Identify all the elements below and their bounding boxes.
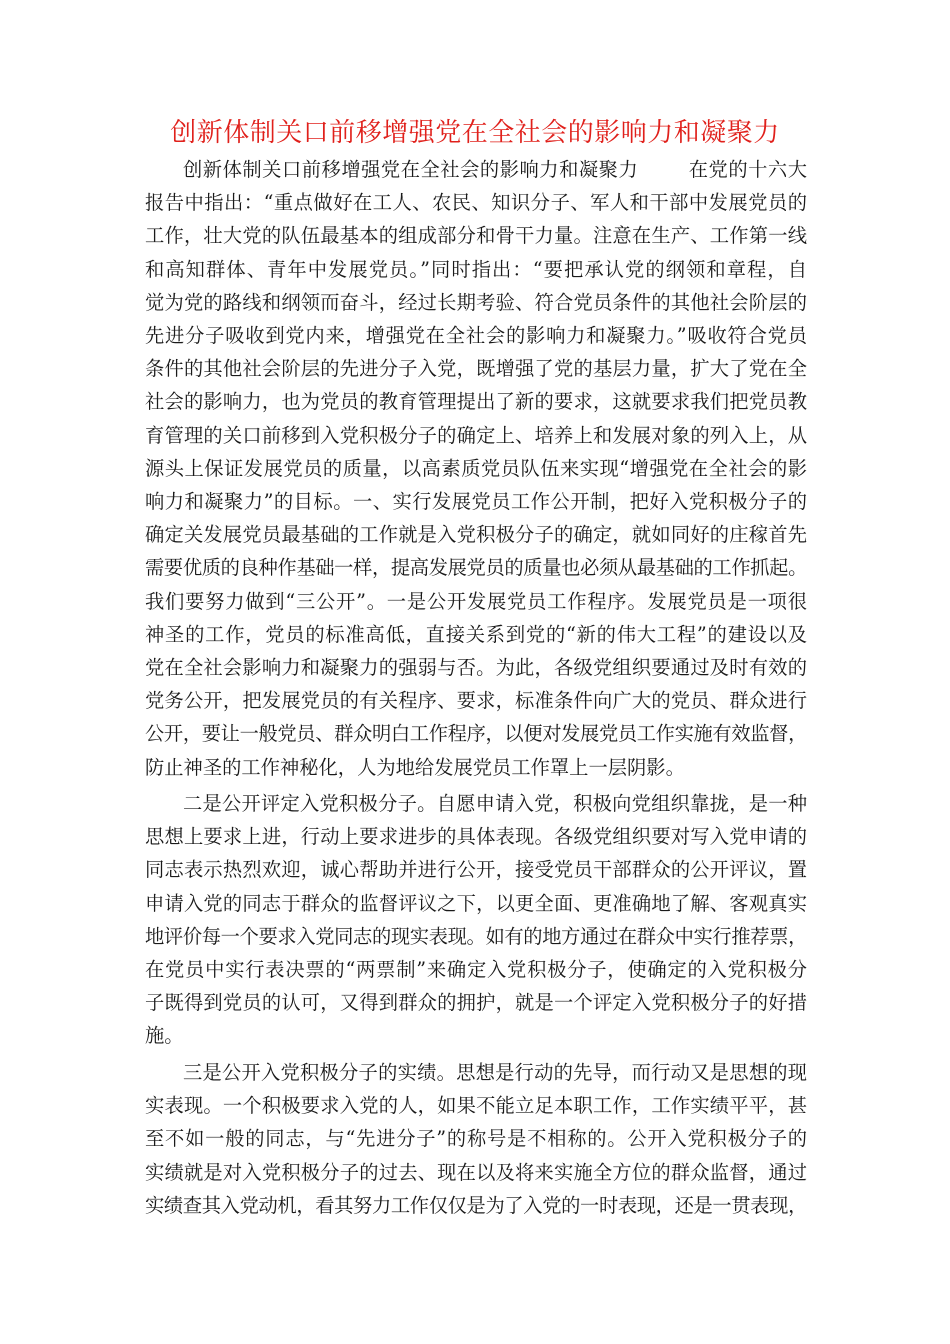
paragraph-line: 公开，要让一般党员、群众明白工作程序，以便对发展党员工作实施有效监督， bbox=[145, 722, 807, 746]
paragraph-line: 先进分子吸收到党内来，增强党在全社会的影响力和凝聚力。”吸收符合党员 bbox=[145, 324, 807, 348]
paragraph-line: 实绩查其入党动机，看其努力工作仅仅是为了入党的一时表现，还是一贯表现， bbox=[145, 1193, 807, 1217]
paragraph-line: 确定关发展党员最基础的工作就是入党积极分子的确定，就如同好的庄稼首先 bbox=[145, 523, 807, 547]
paragraph-line: 社会的影响力，也为党员的教育管理提出了新的要求，这就要求我们把党员教 bbox=[145, 390, 807, 414]
paragraph-line: 需要优质的良种作基础一样，提高发展党员的质量也必须从最基础的工作抓起。 bbox=[145, 556, 807, 580]
paragraph-2 bbox=[145, 787, 807, 1053]
paragraph-line: 和高知群体、青年中发展党员。”同时指出：“要把承认党的纲领和章程，自 bbox=[145, 257, 807, 281]
paragraph-line: 思想上要求上进，行动上要求进步的具体表现。各级党组织要对写入党申请的 bbox=[145, 825, 807, 849]
paragraph-line: 党务公开，把发展党员的有关程序、要求，标准条件向广大的党员、群众进行 bbox=[145, 689, 807, 713]
paragraph-line: 觉为党的路线和纲领而奋斗，经过长期考验、符合党员条件的其他社会阶层的 bbox=[145, 290, 807, 314]
paragraph-line: 同志表示热烈欢迎，诚心帮助并进行公开，接受党员干部群众的公开评议，置 bbox=[145, 858, 807, 882]
paragraph-line: 在党员中实行表决票的“两票制”来确定入党积极分子，使确定的入党积极分 bbox=[145, 958, 807, 982]
paragraph-line: 工作，壮大党的队伍最基本的组成部分和骨干力量。注意在生产、工作第一线 bbox=[145, 224, 807, 248]
document-title: 创新体制关口前移增强党在全社会的影响力和凝聚力 bbox=[170, 118, 780, 148]
paragraph-1 bbox=[145, 153, 807, 784]
paragraph-line: 施。 bbox=[145, 1024, 184, 1048]
paragraph-line: 神圣的工作，党员的标准高低，直接关系到党的“新的伟大工程”的建设以及 bbox=[145, 622, 807, 646]
paragraph-line: 地评价每一个要求入党同志的现实表现。如有的地方通过在群众中实行推荐票， bbox=[145, 924, 807, 948]
paragraph-line: 源头上保证发展党员的质量，以高素质党员队伍来实现“增强党在全社会的影 bbox=[145, 456, 807, 480]
paragraph-line: 子既得到党员的认可，又得到群众的拥护，就是一个评定入党积极分子的好措 bbox=[145, 991, 807, 1015]
paragraph-line: 我们要努力做到“三公开”。一是公开发展党员工作程序。发展党员是一项很 bbox=[145, 589, 807, 613]
paragraph-line bbox=[145, 153, 807, 186]
paragraph-line: 三是公开入党积极分子的实绩。思想是行动的先导，而行动又是思想的现 bbox=[183, 1061, 807, 1084]
paragraph-line: 实绩就是对入党积极分子的过去、现在以及将来实施全方位的群众监督，通过 bbox=[145, 1160, 807, 1184]
paragraph-line: 响力和凝聚力”的目标。一、实行发展党员工作公开制，把好入党积极分子的 bbox=[145, 490, 807, 514]
paragraph-line: 申请入党的同志于群众的监督评议之下，以更全面、更准确地了解、客观真实 bbox=[145, 891, 807, 915]
paragraph-line: 防止神圣的工作神秘化，人为地给发展党员工作罩上一层阴影。 bbox=[145, 755, 685, 779]
paragraph-line: 条件的其他社会阶层的先进分子入党，既增强了党的基层力量，扩大了党在全 bbox=[145, 357, 807, 381]
paragraph-lead-text-continued: 在党的十六大 bbox=[688, 158, 808, 181]
paragraph-3 bbox=[145, 1056, 807, 1222]
paragraph-line: 报告中指出：“重点做好在工人、农民、知识分子、军人和干部中发展党员的 bbox=[145, 191, 807, 215]
paragraph-line: 育管理的关口前移到入党积极分子的确定上、培养上和发展对象的列入上，从 bbox=[145, 423, 807, 447]
paragraph-line: 实表现。一个积极要求入党的人，如果不能立足本职工作，工作实绩平平，甚 bbox=[145, 1094, 807, 1118]
paragraph-line: 至不如一般的同志，与“先进分子”的称号是不相称的。公开入党积极分子的 bbox=[145, 1127, 807, 1151]
paragraph-line: 党在全社会影响力和凝聚力的强弱与否。为此，各级党组织要通过及时有效的 bbox=[145, 656, 807, 680]
paragraph-line: 二是公开评定入党积极分子。自愿申请入党，积极向党组织靠拢，是一种 bbox=[183, 792, 807, 815]
paragraph-lead-text: 创新体制关口前移增强党在全社会的影响力和凝聚力 bbox=[183, 158, 639, 181]
